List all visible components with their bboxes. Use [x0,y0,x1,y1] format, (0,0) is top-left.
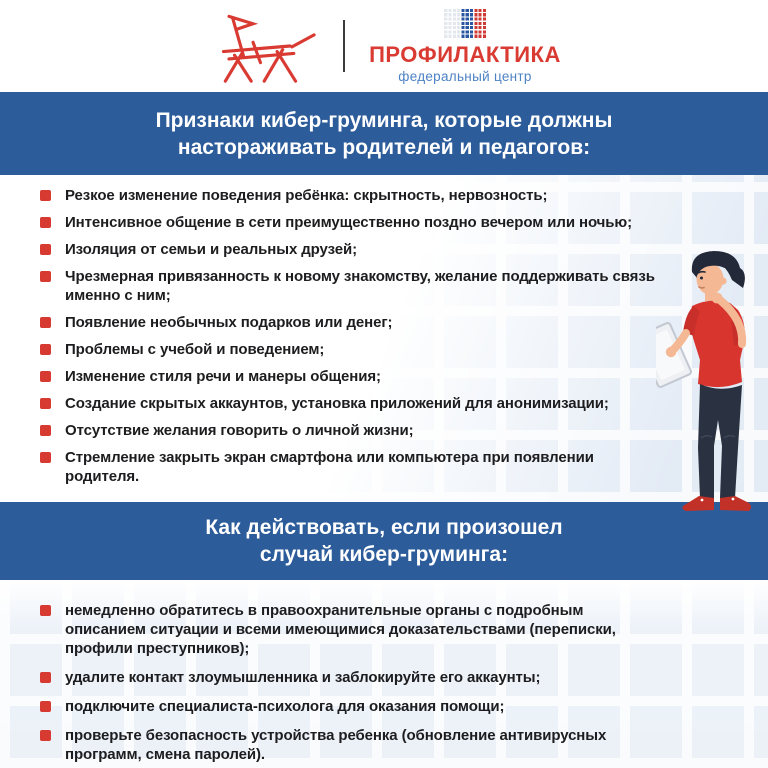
bullet-square-icon [40,605,51,616]
bullet-square-icon [40,672,51,683]
bullet-square-icon [40,271,51,282]
brand-subtitle: федеральный центр [398,68,532,84]
bullet-square-icon [40,317,51,328]
list-item-text: Стремление закрыть экран смартфона или компьютера при появлении родителя. [65,449,594,485]
signs-title-line-1: Признаки кибер-груминга, которые должны [155,108,613,132]
pixel-flag-icon [443,9,487,39]
bullet-square-icon [40,217,51,228]
signs-list [0,175,768,486]
bullet-square-icon [40,425,51,436]
actions-title-banner [0,502,768,580]
list-item-text: Интенсивное общение в сети преимущественно поздно вечером или ночью; [65,214,633,231]
list-item [40,697,768,716]
list-item [40,213,768,232]
list-item-text: подключите специалиста-психолога для оказания помощи; [65,698,505,715]
chair-logo-icon [207,9,325,83]
bullet-square-icon [40,344,51,355]
actions-title-line-2: случай кибер-груминга: [259,543,509,566]
list-item-text: Создание скрытых аккаунтов, установка приложений для анонимизации; [65,395,609,412]
list-item [40,186,768,205]
list-item-text: Изменение стиля речи и манеры общения; [65,368,381,385]
bullet-square-icon [40,452,51,463]
bullet-square-icon [40,371,51,382]
list-item-text: немедленно обратитесь в правоохранительные органы с подробным описанием ситуации и всеми имеющимися доказательствами (переписки, профили преступников); [65,602,616,657]
bullet-square-icon [40,701,51,712]
list-item-text: проверьте безопасность устройства ребенка (обновление антивирусных программ, смена паролей). [65,727,607,763]
signs-title-banner [0,92,768,175]
brand-name: ПРОФИЛАКТИКА [369,41,561,67]
brand-block [369,9,561,84]
list-item [40,668,768,687]
list-item-text: Изоляция от семьи и реальных друзей; [65,241,358,258]
actions-title-line-1: Как действовать, если произошел [205,516,563,539]
actions-section [0,580,768,768]
header [0,0,768,92]
bullet-square-icon [40,190,51,201]
list-item-text: Отсутствие желания говорить о личной жизни; [65,422,414,439]
brand-divider [343,20,345,72]
list-item-text: Появление необычных подарков или денег; [65,314,393,331]
actions-list [0,580,768,764]
thinking-man-illustration [656,248,768,520]
signs-section [0,175,768,502]
bullet-square-icon [40,398,51,409]
list-item-text: удалите контакт злоумышленника и заблокируйте его аккаунты; [65,669,541,686]
bullet-square-icon [40,730,51,741]
list-item-text: Чрезмерная привязанность к новому знакомству, желание поддерживать связь именно с ним; [65,268,655,304]
list-item [40,601,768,658]
bullet-square-icon [40,244,51,255]
list-item-text: Резкое изменение поведения ребёнка: скрытность, нервозность; [65,187,548,204]
signs-title-line-2: настораживать родителей и педагогов: [177,135,591,159]
list-item [40,726,768,764]
list-item-text: Проблемы с учебой и поведением; [65,341,325,358]
